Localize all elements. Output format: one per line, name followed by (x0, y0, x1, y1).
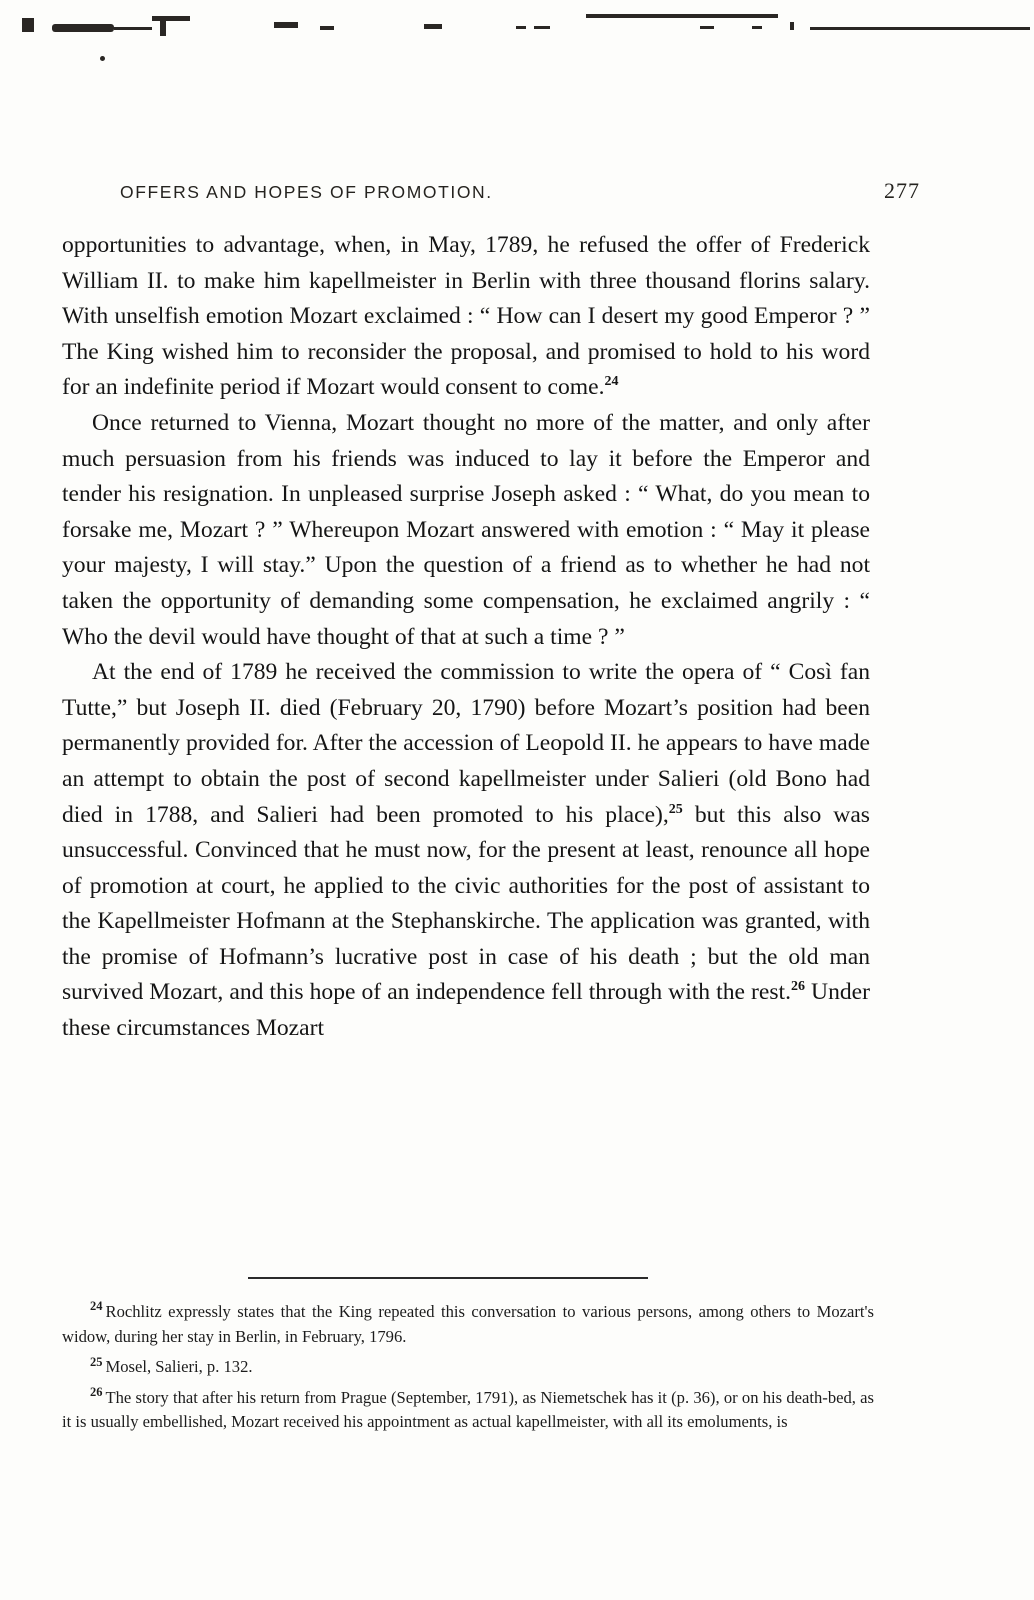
footnote-marker: 24 (90, 1299, 103, 1314)
running-head-title: OFFERS AND HOPES OF PROMOTION. (120, 182, 493, 202)
footnote (62, 1386, 874, 1435)
footnote-ref: 24 (604, 374, 619, 390)
paragraph-text-tail: Under these circumstances Mozart (62, 979, 870, 1042)
footnote-ref: 26 (790, 979, 805, 995)
footnote-marker: 26 (90, 1385, 103, 1400)
paragraph (62, 228, 870, 406)
paragraph (62, 655, 870, 1047)
page-number: 277 (884, 178, 920, 203)
footnote-marker: 25 (90, 1354, 103, 1369)
footnote (62, 1355, 874, 1380)
footnote (62, 1300, 874, 1349)
scan-artifacts (0, 0, 1034, 46)
footnote-ref: 25 (668, 801, 683, 817)
paragraph-text: opportunities to advantage, when, in May, 1789, he refused the offer of Frederick William II. to make him kapellmeister in Berlin with three thousand florins salary. With unselfish emotion Mozart exclaimed : “ How can I desert my good Emperor ? ” The King wished him to reconsider the proposal, and promised to hold to his word for an indefinite period if Mozart would consent to come. (62, 232, 870, 401)
footnote-text: Mosel, Salieri, p. 132. (105, 1357, 253, 1377)
footnote-divider (248, 1277, 648, 1279)
footnote-text: The story that after his return from Prague (September, 1791), as Niemetschek has it (p. 36), or on his death-bed, as it is usually embellished, Mozart received his appointment as actual kapellmeister, with all its emoluments, is (62, 1387, 874, 1432)
running-head (120, 178, 920, 204)
footnote-text: Rochlitz expressly states that the King repeated this conversation to various persons, among others to Mozart's widow, during her stay in Berlin, in February, 1796. (62, 1302, 874, 1346)
paragraph (62, 406, 870, 655)
paragraph-text: Once returned to Vienna, Mozart thought no more of the matter, and only after much persuasion from his friends was induced to lay it before the Emperor and tender his resignation. In unpleased surprise Joseph asked : “ What, do you mean to forsake me, Mozart ? ” Whereupon Mozart answered with emotion : “ May it please your majesty, I will stay.” Upon the question of a friend as to whether he had not taken the opportunity of demanding some compensation, he exclaimed angrily : “ Who the devil would have thought of that at such a time ? ” (62, 409, 870, 650)
paragraph-text: At the end of 1789 he received the commission to write the opera of “ Così fan Tutte,” but Joseph II. died (February 20, 1790) before Mozart’s position had been permanently provided for. After the accession of Leopold II. he appears to have made an attempt to obtain the post of second kapellmeister under Salieri (old Bono had died in 1788, and Salieri had been promoted to his place), (62, 659, 870, 828)
footnotes (62, 1300, 874, 1441)
paragraph-text-continued: but this also was unsuccessful. Convinced that he must now, for the present at least, renounce all hope of promotion at court, he applied to the civic authorities for the post of assistant to the Kapellmeister Hofmann at the Stephanskirche. The application was granted, with the promise of Hofmann’s lucrative post in case of his death ; but the old man survived Mozart, and this hope of an independence fell through with the rest. (62, 801, 870, 1006)
body-text-column (62, 228, 870, 1047)
